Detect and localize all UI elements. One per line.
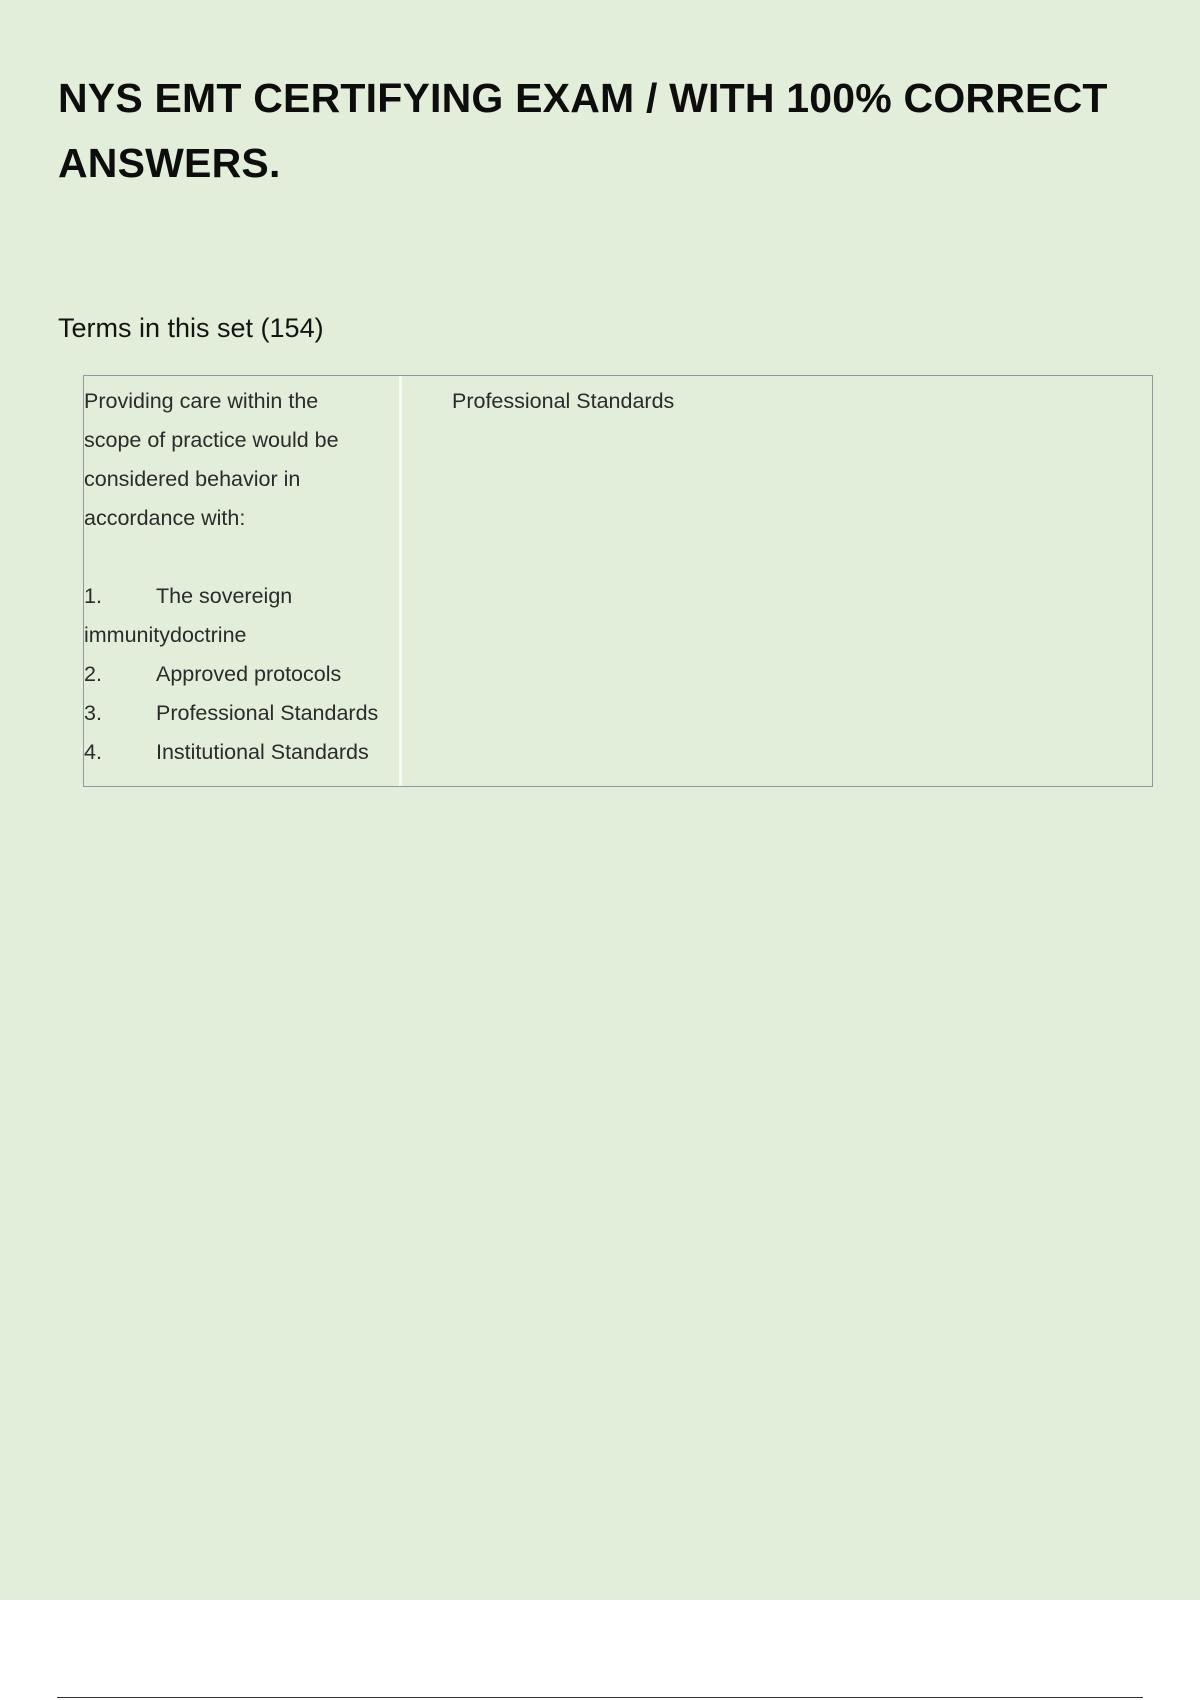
definition-answer: Professional Standards (452, 389, 675, 413)
question-spacer (84, 538, 399, 577)
term-column (84, 376, 402, 786)
footer-divider (57, 1697, 1143, 1698)
question-line: scope of practice would be (84, 428, 339, 452)
option-3 (84, 694, 399, 733)
option-4 (84, 733, 399, 772)
question-line: considered behavior in (84, 467, 301, 491)
question-line: accordance with: (84, 506, 246, 530)
option-number: 1. (84, 584, 102, 608)
option-text: Professional Standards (156, 701, 379, 725)
option-number: 2. (84, 662, 102, 686)
flashcard (83, 375, 1153, 787)
option-1 (84, 577, 399, 616)
document-title: NYS EMT CERTIFYING EXAM / WITH 100% CORRECT ANSWERS. (58, 75, 1108, 186)
question-line: Providing care within the (84, 389, 319, 413)
option-number: 3. (84, 701, 102, 725)
option-2 (84, 655, 399, 694)
option-text: Approved protocols (156, 662, 342, 686)
option-text: Institutional Standards (156, 740, 369, 764)
option-1-continuation: immunitydoctrine (84, 623, 247, 647)
terms-count-label: Terms in this set (154) (58, 313, 324, 343)
option-number: 4. (84, 740, 102, 764)
option-text: The sovereign (156, 584, 293, 608)
